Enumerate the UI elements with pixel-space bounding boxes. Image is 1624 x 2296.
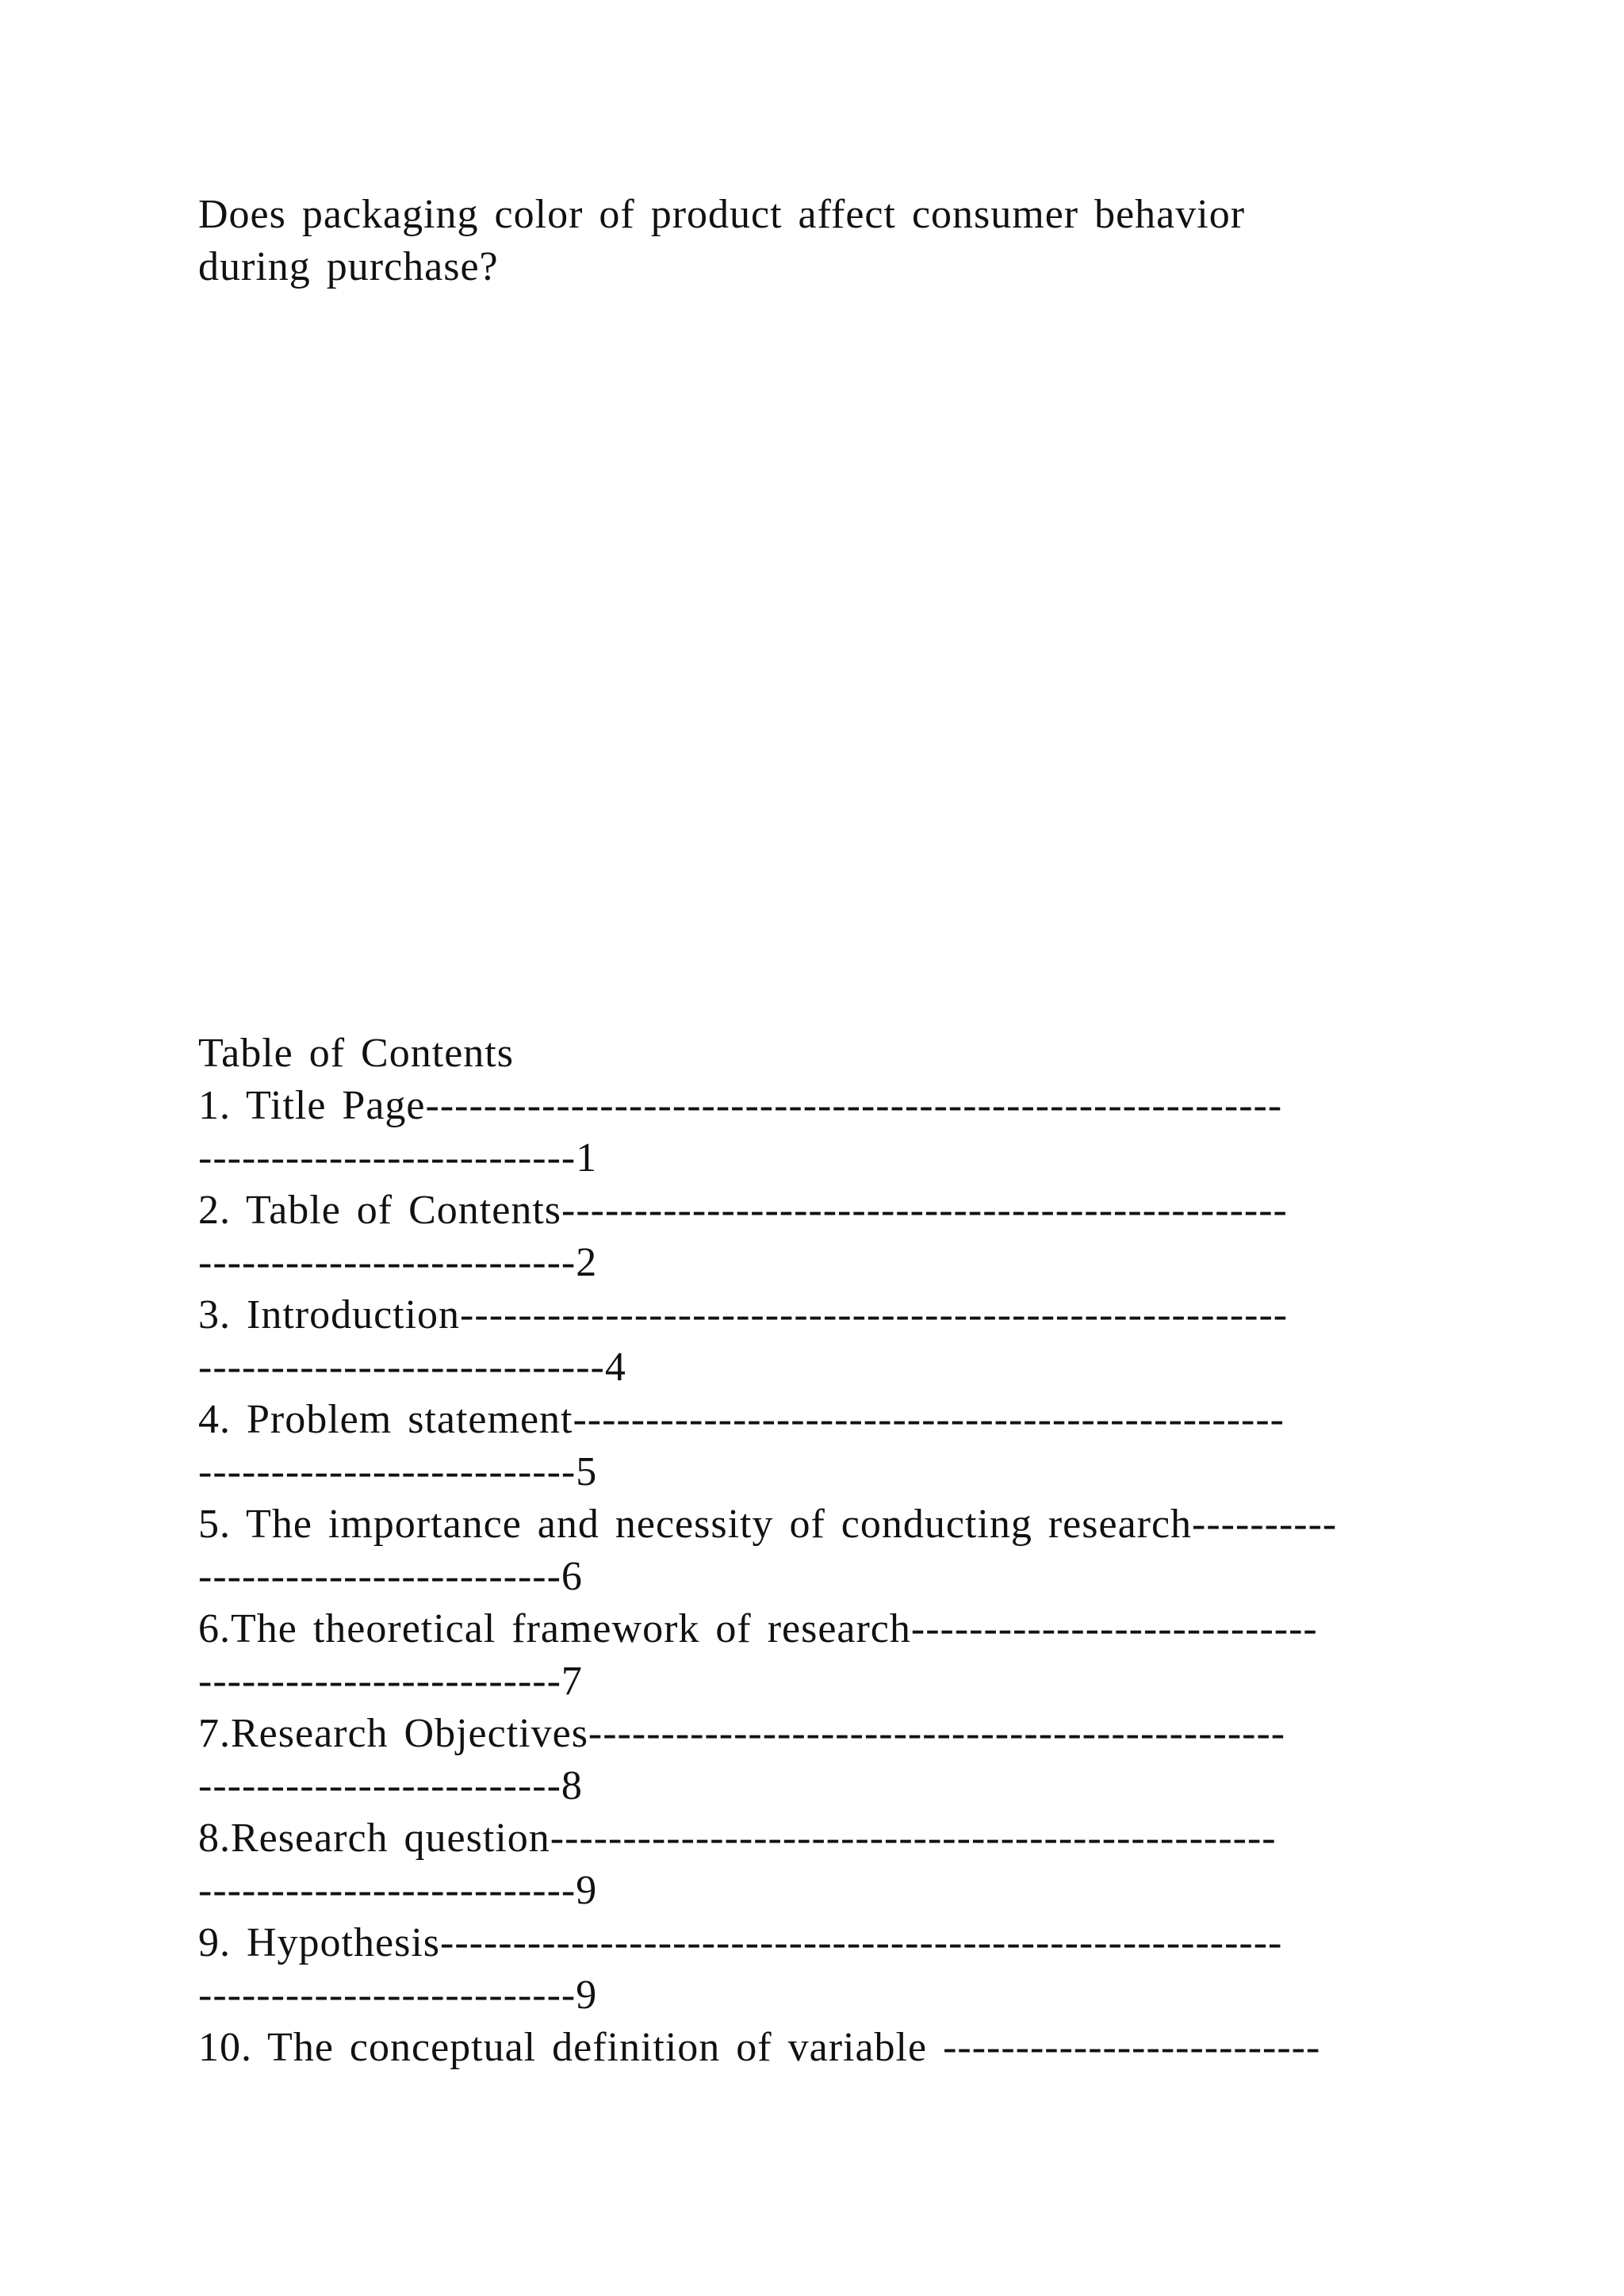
title-line-2: during purchase?	[198, 244, 499, 289]
toc-line: -------------------------6	[198, 1554, 583, 1599]
toc-line: -------------------------7	[198, 1659, 583, 1704]
toc-line: --------------------------2	[198, 1240, 598, 1285]
toc-line: 7.Research Objectives------------------------------------------------	[198, 1711, 1286, 1756]
title-line-1: Does packaging color of product affect consumer behavior	[198, 192, 1246, 237]
table-of-contents	[198, 1027, 1435, 2074]
toc-line: --------------------------9	[198, 1973, 598, 2018]
toc-line: ----------------------------4	[198, 1345, 626, 1390]
toc-line: 1. Title Page-----------------------------------------------------------	[198, 1083, 1283, 1128]
toc-line: 6.The theoretical framework of research----------------------------	[198, 1606, 1318, 1651]
document-title	[198, 189, 1435, 293]
toc-line: --------------------------5	[198, 1449, 598, 1494]
toc-line: 3. Introduction---------------------------------------------------------	[198, 1292, 1289, 1337]
toc-line: 8.Research question--------------------------------------------------	[198, 1816, 1277, 1861]
toc-line: -------------------------8	[198, 1763, 583, 1808]
toc-line: 4. Problem statement-------------------------------------------------	[198, 1397, 1285, 1442]
toc-line: --------------------------1	[198, 1135, 598, 1181]
toc-heading: Table of Contents	[198, 1031, 514, 1076]
toc-line: --------------------------9	[198, 1868, 598, 1913]
toc-line: 9. Hypothesis----------------------------------------------------------	[198, 1920, 1283, 1965]
toc-line: 10. The conceptual definition of variable --------------------------	[198, 2025, 1321, 2070]
toc-line: 2. Table of Contents--------------------------------------------------	[198, 1188, 1288, 1233]
toc-line: 5. The importance and necessity of conducting research----------	[198, 1502, 1338, 1547]
